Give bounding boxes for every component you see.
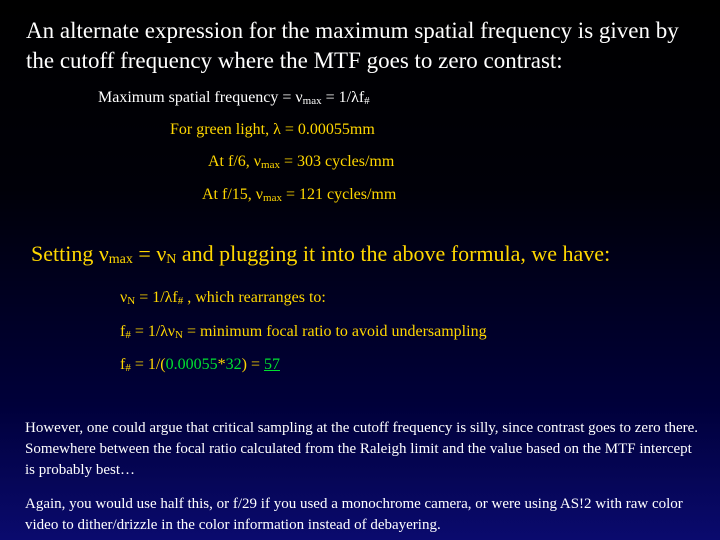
nu-symbol: ν — [295, 89, 303, 106]
critical-sampling-paragraph: However, one could argue that critical sampling at the cutoff frequency is silly, since contrast goes to zero there. Somewhere between the focal ratio calculated from the Raleigh limit and the value based on the MTF intercept is probably best… — [25, 420, 699, 478]
lambda-symbol: λ — [164, 289, 173, 306]
nu-symbol: ν — [120, 289, 128, 306]
nu-symbol: ν — [167, 323, 175, 340]
f6-prefix: At f/6, — [208, 153, 254, 170]
nu-symbol: ν — [98, 241, 109, 266]
frequency-number: 32 — [225, 356, 242, 373]
n-subscript: N — [127, 295, 136, 307]
green-light-prefix: For green light, — [170, 121, 274, 138]
equation-suffix: = minimum focal ratio to avoid undersampling — [182, 323, 487, 340]
f15-value: = 121 cycles/mm — [281, 186, 397, 203]
setting-suffix: and plugging it into the above formula, we have: — [176, 241, 611, 266]
hash-subscript: # — [125, 329, 131, 341]
f15-prefix: At f/15, — [202, 186, 256, 203]
wavelength-value: = 0.00055mm — [280, 121, 375, 138]
monochrome-paragraph: Again, you would use half this, or f/29 if you used a monochrome camera, or were using AS!2 with raw color video to dither/drizzle in the color information instead of debayering. — [25, 496, 683, 533]
f15-result — [202, 185, 396, 208]
slide-heading: An alternate expression for the maximum spatial frequency is given by the cutoff frequency where the MTF goes to zero contrast: — [26, 18, 679, 73]
lambda-symbol: λ — [160, 323, 168, 340]
formula-equals: = 1/ — [321, 89, 352, 106]
hash-subscript: # — [364, 95, 370, 107]
calc-close: ) = — [241, 356, 264, 373]
nyquist-equation — [120, 288, 326, 311]
equation-suffix: , which rearranges to: — [183, 289, 326, 306]
multiply-symbol: * — [217, 356, 226, 373]
max-subscript: max — [263, 192, 282, 204]
focal-ratio-calculation — [120, 355, 280, 378]
max-subscript: max — [108, 252, 133, 267]
equation-equals: = 1/ — [130, 323, 161, 340]
result-value: 57 — [263, 356, 280, 373]
setting-prefix: Setting — [31, 241, 99, 266]
max-subscript: max — [261, 159, 280, 171]
max-spatial-frequency-formula — [98, 88, 370, 111]
nu-symbol: ν — [255, 186, 264, 203]
green-light-wavelength — [170, 120, 375, 140]
formula-label: Maximum spatial frequency = — [98, 89, 296, 106]
n-subscript: N — [166, 252, 177, 267]
f-symbol: f — [172, 289, 178, 306]
n-subscript: N — [174, 329, 183, 341]
nu-symbol: ν — [156, 241, 167, 266]
lambda-symbol: λ — [351, 89, 359, 106]
equation-equals: = 1/ — [135, 289, 165, 306]
f-symbol: f — [120, 323, 126, 340]
f6-value: = 303 cycles/mm — [279, 153, 395, 170]
f-symbol: f — [358, 89, 365, 106]
wavelength-number: 0.00055 — [165, 356, 218, 373]
setting-equals: = — [132, 241, 157, 266]
hash-subscript: # — [177, 295, 184, 307]
max-subscript: max — [302, 95, 322, 107]
setting-statement — [31, 240, 610, 274]
lambda-symbol: λ — [273, 121, 281, 138]
hash-subscript: # — [125, 362, 131, 374]
f6-result — [208, 152, 394, 175]
f-symbol: f — [120, 356, 126, 373]
calc-equals: = 1/( — [130, 356, 166, 373]
focal-ratio-equation — [120, 322, 487, 345]
nu-symbol: ν — [253, 153, 262, 170]
